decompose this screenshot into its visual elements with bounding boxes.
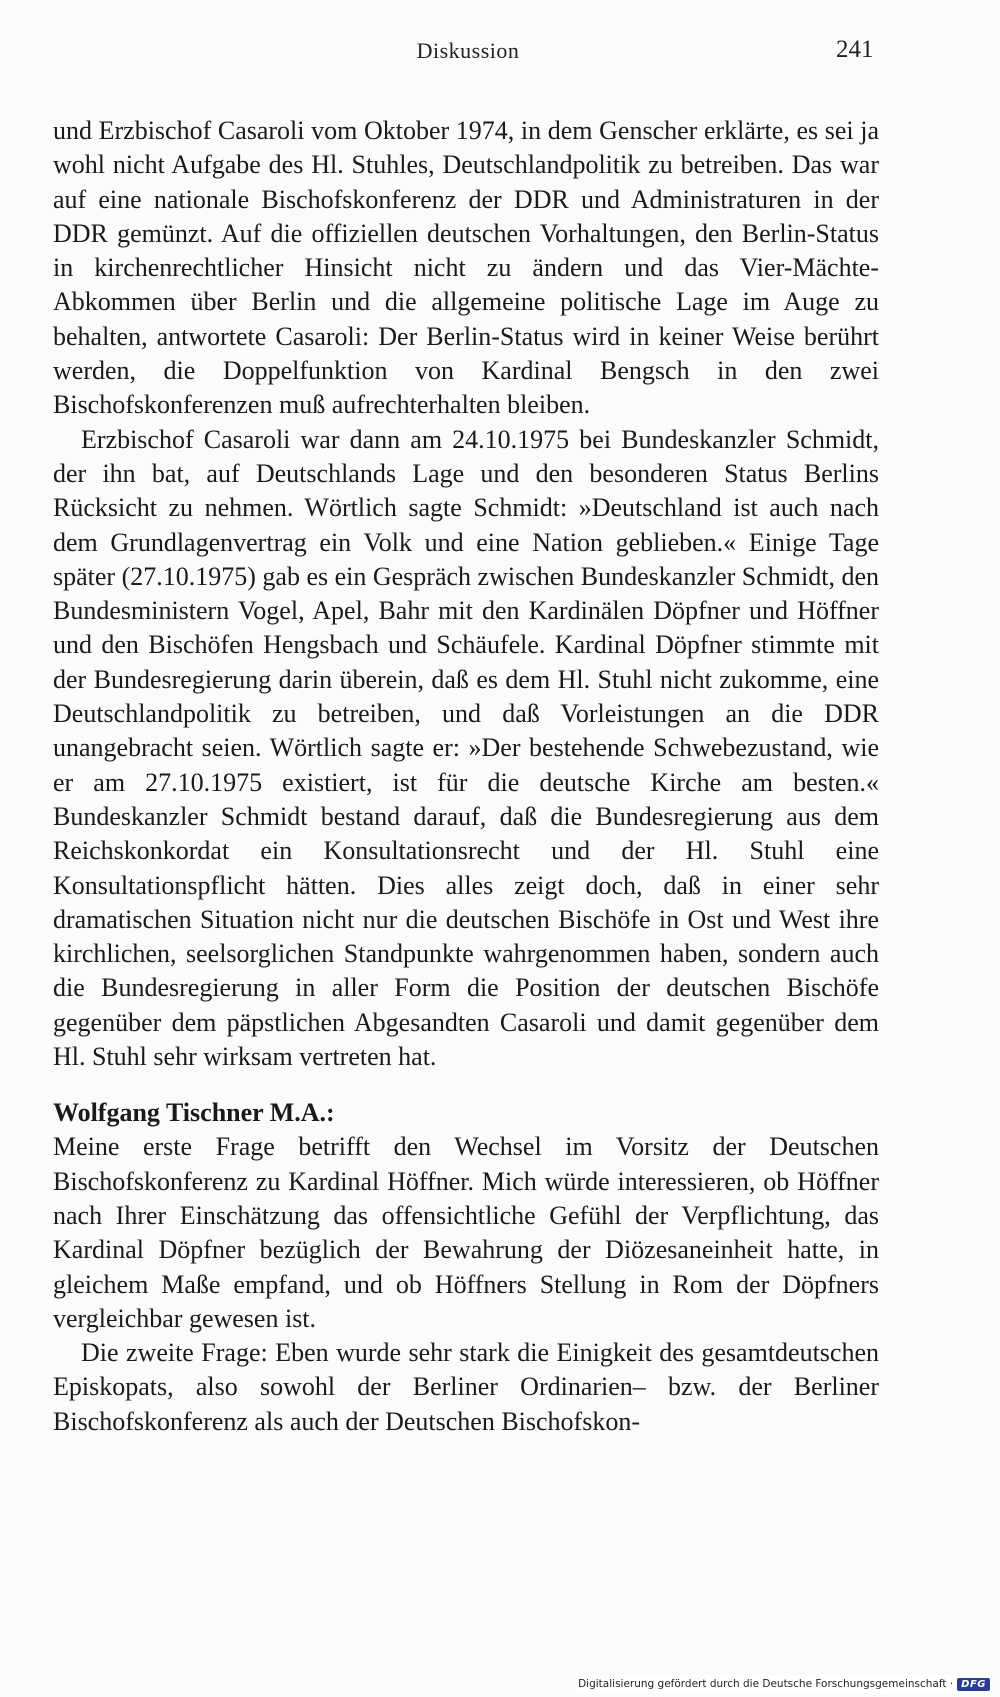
- paragraph: Erzbischof Casaroli war dann am 24.10.1975 bei Bundeskanzler Schmidt, der ihn bat, auf Deutschlands Lage und den besonderen Status Berlins Rücksicht zu nehmen. Wörtlich sagte Schmidt: »Deutschland ist auch nach dem Grundlagenvertrag ein Volk und eine Nation geblieben.« Einige Tage später (27.10.1975) gab es ein Gespräch zwischen Bundeskanzler Schmidt, den Bundesministern Vogel, Apel, Bahr mit den Kardinälen Döpfner und Höffner und den Bischöfen Hengsbach und Schäufele. Kardinal Döpfner stimmte mit der Bundesregierung darin überein, daß es dem Hl. Stuhl nicht zukomme, eine Deutschlandpolitik zu betreiben, und daß Vorleistungen an die DDR unangebracht seien. Wörtlich sagte er: »Der bestehende Schwebezustand, wie er am 27.10.1975 existiert, ist für die deutsche Kirche am besten.« Bundeskanzler Schmidt bestand darauf, daß die Bundesregierung aus dem Reichskonkordat ein Konsultationsrecht und der Hl. Stuhl eine Konsultationspflicht hätten. Dies alles zeigt doch, daß in einer sehr dramatischen Situation nicht nur die deutschen Bischöfe in Ost und West ihre kirchlichen, seelsorglichen Standpunkte wahrgenommen haben, sondern auch die Bundesregierung in aller Form die Position der deutschen Bischöfe gegenüber dem päpstlichen Abgesandten Casaroli und damit gegenüber dem Hl. Stuhl sehr wirksam vertreten hat.: [53, 424, 879, 1072]
- dfg-logo: DFG: [957, 1678, 990, 1691]
- speaker-heading: Wolfgang Tischner M.A.:: [53, 1098, 335, 1128]
- footer-text: Digitalisierung gefördert durch die Deutsche Forschungsgemeinschaft ·: [578, 1678, 954, 1690]
- header-title: Diskussion: [416, 38, 520, 63]
- paragraph: Die zweite Frage: Eben wurde sehr stark die Einigkeit des gesamtdeutschen Episkopats, also sowohl der Berliner Ordinarien– bzw. der Berliner Bischofskonferenz als auch der Deutschen Bischofskon-: [53, 1338, 879, 1436]
- paragraph: und Erzbischof Casaroli vom Oktober 1974, in dem Genscher erklärte, es sei ja wohl nicht Aufgabe des Hl. Stuhles, Deutschlandpolitik zu betreiben. Das war auf eine nationale Bischofskonferenz der DDR und Administraturen in der DDR gemünzt. Auf die offiziellen deutschen Vorhaltungen, den Berlin-Status in kirchenrechtlicher Hinsicht nicht zu ändern und das Vier-Mächte-Abkommen über Berlin und die allgemeine politische Lage im Auge zu behalten, antwortete Casaroli: Der Berlin-Status wird in keiner Weise berührt werden, die Doppelfunktion von Kardinal Bengsch in den zwei Bischofskonferenzen muß aufrechterhalten bleiben.: [53, 116, 879, 420]
- digitization-footer: [576, 1675, 992, 1693]
- body-text: [53, 114, 879, 1439]
- page-number: 241: [836, 36, 874, 63]
- paragraph: Meine erste Frage betrifft den Wechsel im Vorsitz der Deutschen Bischofskonferenz zu Kardinal Höffner. Mich würde interessieren, ob Höffner nach Ihrer Einschätzung das offensichtliche Gefühl der Verpflichtung, das Kardinal Döpfner bezüglich der Bewahrung der Diözesaneinheit hatte, in gleichem Maße empfand, und ob Höffners Stellung in Rom der Döpfners vergleichbar gewesen ist.: [53, 1132, 879, 1333]
